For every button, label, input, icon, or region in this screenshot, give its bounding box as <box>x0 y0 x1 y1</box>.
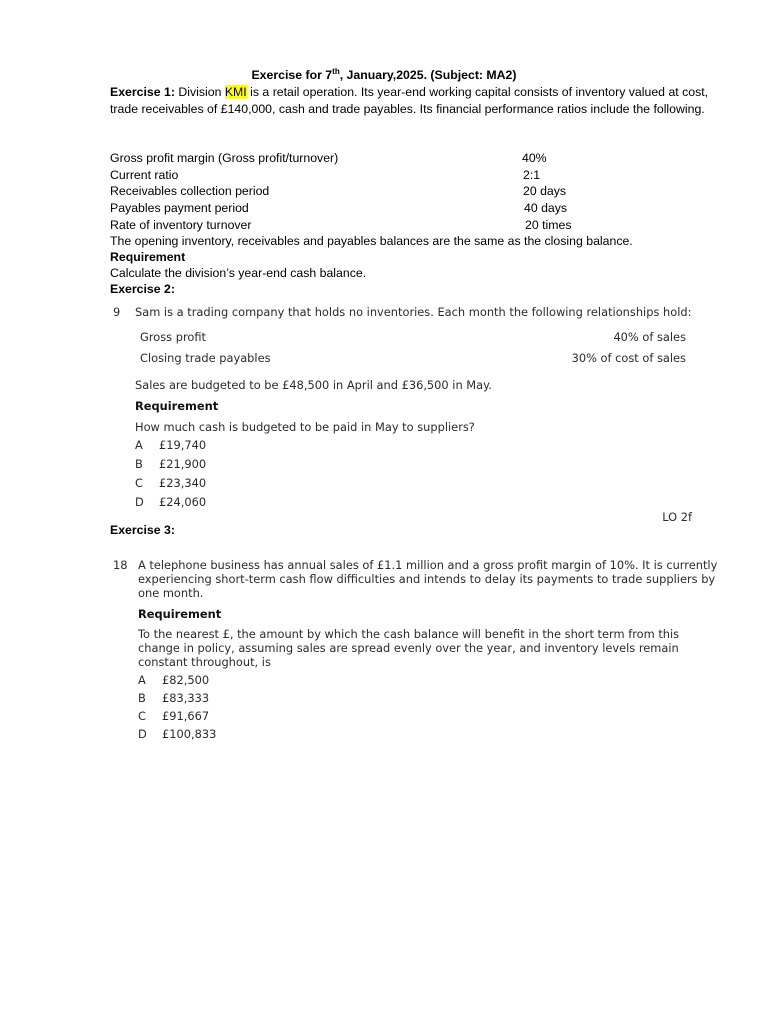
option-letter: D <box>138 727 147 741</box>
exercise-1-requirement-label: Requirement <box>110 250 186 264</box>
option-value: £83,333 <box>162 691 210 705</box>
question-number: 9 <box>113 305 121 319</box>
relationship-value: 40% of sales <box>613 330 686 344</box>
exercise-1-label: Exercise 1: <box>110 85 175 99</box>
option-letter: C <box>138 709 146 723</box>
ratio-row <box>110 200 710 217</box>
exercise-3-text-line: one month. <box>138 586 204 600</box>
exercise-1-text-before: Division <box>174 85 225 99</box>
exercise-3-label: Exercise 3: <box>110 523 175 537</box>
exercise-1-note: The opening inventory, receivables and payables balances are the same as the closing balance. <box>110 234 633 248</box>
exercise-1-requirement: Calculate the division’s year-end cash balance. <box>110 266 367 280</box>
title-superscript: th <box>332 66 340 76</box>
option-letter: D <box>135 495 144 509</box>
exercise-2-requirement-label: Requirement <box>135 399 219 413</box>
option-value: £82,500 <box>162 673 210 687</box>
relationship-value: 30% of cost of sales <box>571 351 686 365</box>
ratio-label: Receivables collection period <box>110 184 270 199</box>
option-letter: A <box>135 438 143 452</box>
exercise-1-intro <box>110 84 710 117</box>
option-value: £19,740 <box>159 438 207 452</box>
division-name-highlight: KMI <box>224 85 247 99</box>
ratio-list <box>110 150 710 233</box>
exercise-3-question-line: change in policy, assuming sales are spread evenly over the year, and inventory levels remain <box>138 641 679 655</box>
sales-budget-text: Sales are budgeted to be £48,500 in April and £36,500 in May. <box>135 378 492 392</box>
option-letter: B <box>138 691 146 705</box>
exercise-1-text-after: is a retail operation. Its year-end working capital consists of inventory valued at cost, trade receivables of £140,000, cash and trade payables. Its financial performance ratios include the following. <box>110 85 709 116</box>
ratio-label: Rate of inventory turnover <box>110 217 252 232</box>
ratio-value: 20 times <box>525 217 572 232</box>
option-letter: A <box>138 673 146 687</box>
option-value: £23,340 <box>159 476 207 490</box>
exercise-2-label: Exercise 2: <box>110 282 175 296</box>
option-letter: B <box>135 457 143 471</box>
ratio-row <box>110 150 710 167</box>
learning-outcome-tag: LO 2f <box>662 510 692 524</box>
ratio-value: 2:1 <box>523 167 541 182</box>
page-title <box>0 67 768 84</box>
title-rest: , January,2025. (Subject: MA2) <box>339 68 517 82</box>
exercise-3-requirement-label: Requirement <box>138 607 222 621</box>
ratio-row <box>110 217 710 234</box>
ratio-value: 40 days <box>524 201 568 216</box>
ratio-row <box>110 167 710 184</box>
ratio-label: Current ratio <box>110 167 179 182</box>
option-value: £24,060 <box>159 495 207 509</box>
exercise-3-question-line: To the nearest £, the amount by which the cash balance will benefit in the short term from this <box>138 627 680 641</box>
option-letter: C <box>135 476 143 490</box>
ratio-value: 20 days <box>523 184 567 199</box>
ratio-label: Payables payment period <box>110 201 249 216</box>
title-main: Exercise for 7 <box>251 68 333 82</box>
relationship-label: Gross profit <box>140 330 206 344</box>
question-number: 18 <box>113 558 128 572</box>
ratio-row <box>110 183 710 200</box>
exercise-3-text-line: A telephone business has annual sales of £1.1 million and a gross profit margin of 10%. It is currently <box>138 558 718 572</box>
option-value: £91,667 <box>162 709 210 723</box>
option-value: £21,900 <box>159 457 207 471</box>
exercise-3-question-line: constant throughout, is <box>138 655 271 669</box>
option-value: £100,833 <box>162 727 217 741</box>
exercise-2-question: How much cash is budgeted to be paid in May to suppliers? <box>135 420 475 434</box>
relationship-label: Closing trade payables <box>140 351 271 365</box>
exercise-3-text-line: experiencing short-term cash flow difficulties and intends to delay its payments to trade suppliers by <box>138 572 716 586</box>
ratio-value: 40% <box>522 151 547 165</box>
ratio-label: Gross profit margin (Gross profit/turnover) <box>110 151 339 165</box>
exercise-2-intro: Sam is a trading company that holds no inventories. Each month the following relationships hold: <box>135 305 692 319</box>
